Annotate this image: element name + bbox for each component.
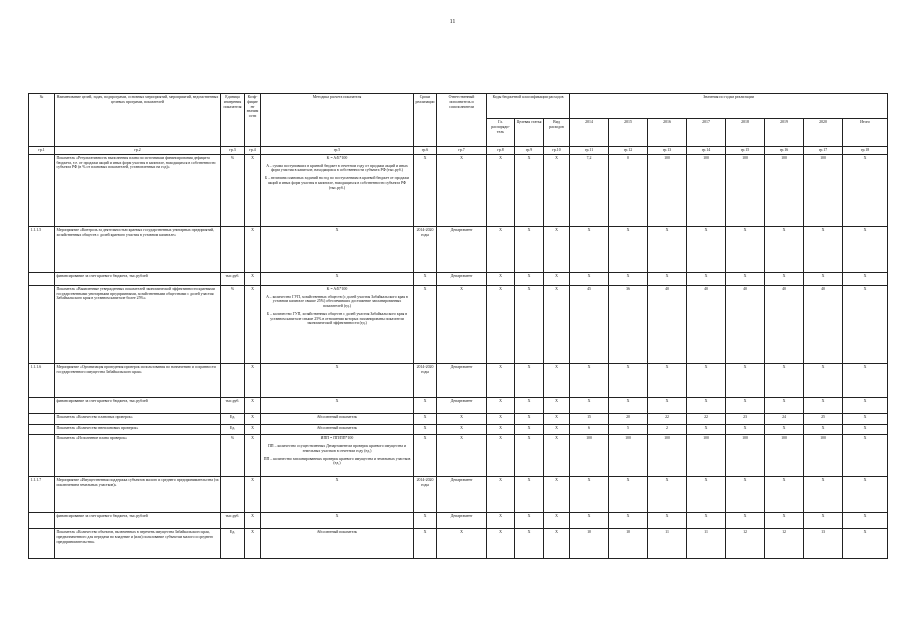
row-gl: X [487,513,515,529]
row-target: X [515,363,544,397]
row-resp: X [437,435,487,477]
row-target: X [515,477,544,513]
row-kind: X [544,435,570,477]
header-total: Итого [843,119,888,147]
row-method [261,413,414,424]
row-year-value: X [804,424,843,435]
row-term: X [414,529,437,559]
column-number: гр.16 [765,147,804,155]
row-name: Показатель «Количество объектов, включенных в перечень имущества Забайкальского края, предназначенного для передачи во владение и (или) пользование субъектам малого и среднего предпринимательства» [55,529,221,559]
row-kind: X [544,529,570,559]
row-year-value: X [843,154,888,226]
row-name: Показатель «Количество плановых проверок» [55,413,221,424]
row-number [29,413,55,424]
row-resp: X [437,424,487,435]
row-year-value: 40 [804,285,843,363]
column-number: гр.11 [570,147,609,155]
row-method [261,272,414,285]
column-numbers-row [29,147,888,155]
table-row [29,397,888,413]
row-year-value: 23 [726,413,765,424]
column-number: гр.8 [487,147,515,155]
row-year-value: 6 [570,424,609,435]
row-gl: X [487,397,515,413]
row-term: 2014-2020 годы [414,477,437,513]
row-year-value: X [648,397,687,413]
row-gl: X [487,529,515,559]
row-year-value: 10 [570,529,609,559]
column-number: гр.18 [843,147,888,155]
row-resp: Департамент [437,363,487,397]
row-year-value: 40 [648,285,687,363]
column-number: гр.17 [804,147,843,155]
row-year-value: X [648,272,687,285]
row-kind: X [544,272,570,285]
table-row [29,226,888,272]
row-coef: X [245,397,261,413]
row-year-value: 22 [648,413,687,424]
column-number: гр.7 [437,147,487,155]
row-unit [221,226,245,272]
row-name: финансирование за счет краевого бюджета, тыс.рублей [55,397,221,413]
method-formula: Абсолютный показатель [316,425,358,430]
method-formula: K = A/Б*100 [326,155,348,160]
row-gl: X [487,424,515,435]
header-no: № [29,94,55,147]
row-year-value: 13 [804,529,843,559]
header-codes: Коды бюджетной классификации расходов [487,94,570,119]
row-year-value: 100 [648,154,687,226]
row-coef: X [245,154,261,226]
header-code-target: Целевая статья [515,119,544,147]
row-year-value: X [687,363,726,397]
row-target: X [515,154,544,226]
row-unit: Ед. [221,424,245,435]
row-year-value: 40 [687,285,726,363]
row-name: Мероприятие «Организация проведения проверок использования по назначению и сохранности государственного имущества Забайкальского края» [55,363,221,397]
row-year-value: X [843,513,888,529]
row-target: X [515,513,544,529]
row-coef: X [245,413,261,424]
header-year: 2017 [687,119,726,147]
row-target: X [515,424,544,435]
column-number: гр.1 [29,147,55,155]
row-coef: X [245,226,261,272]
row-year-value: 10 [609,529,648,559]
row-target: X [515,285,544,363]
table-row [29,477,888,513]
row-gl: X [487,226,515,272]
row-year-value: 25 [804,413,843,424]
header-row-1 [29,94,888,119]
row-method [261,435,414,477]
row-unit: % [221,285,245,363]
row-target: X [515,435,544,477]
row-kind: X [544,285,570,363]
row-year-value: X [843,424,888,435]
row-resp: Департамент [437,397,487,413]
row-year-value: X [726,477,765,513]
row-year-value: X [726,513,765,529]
row-year-value: 100 [609,435,648,477]
row-year-value: X [843,226,888,272]
row-year-value: X [843,285,888,363]
method-formula: Абсолютный показатель [316,414,358,419]
row-method [261,285,414,363]
row-year-value: X [648,363,687,397]
method-formula: X [335,514,339,519]
row-year-value: 36 [609,285,648,363]
method-formula: ИПП = ПП/ПП*100 [320,436,354,441]
row-year-value: 40 [765,285,804,363]
method-formula: Абсолютный показатель [316,530,358,535]
row-year-value: X [609,226,648,272]
method-formula: X [335,273,339,278]
row-kind: X [544,413,570,424]
row-year-value: X [570,397,609,413]
row-year-value: 2 [648,424,687,435]
row-name: Показатель «Количество внеплановых проверок» [55,424,221,435]
row-year-value: 100 [726,154,765,226]
row-term: X [414,272,437,285]
row-number [29,529,55,559]
column-number: гр.5 [261,147,414,155]
row-coef: X [245,513,261,529]
row-year-value: 11 [648,529,687,559]
header-name: Наименование целей, задач, подпрограмм, основных мероприятий, мероприятий, ведомственных целевых программ, показателей [55,94,221,147]
row-year-value: 24 [765,413,804,424]
header-year: 2018 [726,119,765,147]
row-year-value: X [609,397,648,413]
header-coef: Коэф-фициент значимости [245,94,261,147]
row-resp: X [437,154,487,226]
column-number: гр.13 [648,147,687,155]
row-year-value: 100 [804,154,843,226]
row-method [261,226,414,272]
row-year-value: 40 [726,285,765,363]
row-year-value: X [765,272,804,285]
row-term: X [414,435,437,477]
row-term: X [414,513,437,529]
row-year-value: 45 [570,285,609,363]
table-row [29,529,888,559]
column-number: гр.3 [221,147,245,155]
row-year-value: X [687,272,726,285]
row-year-value: X [804,513,843,529]
row-unit: % [221,435,245,477]
row-method [261,477,414,513]
row-term: 2014-2020 годы [414,226,437,272]
row-resp: X [437,285,487,363]
column-number: гр.10 [544,147,570,155]
row-year-value: X [570,272,609,285]
row-method [261,513,414,529]
method-definition-b: ПП – количество запланированных проверок краевого имущества и земельных участков (ед.) [263,456,411,466]
row-year-value: X [687,513,726,529]
row-year-value: 100 [726,435,765,477]
row-year-value: 5 [609,424,648,435]
method-definition-a: A – количество ГУП, хозяйственных обществ (с долей участия Забайкальского края в уставном капитале свыше 25%) обеспечивших достижение запланированных показателей (ед.) [266,294,408,309]
row-year-value: X [726,272,765,285]
method-formula: K = A/Б*100 [326,286,348,291]
row-name: Мероприятие «Имущественная поддержка субъектов малого и среднего предпринимательства (за исключением земельных участков)» [55,477,221,513]
row-number [29,272,55,285]
method-definition-b: Б – величина плановых заданий на год по поступлениям в краевой бюджет от продажи акций и иных форм участия в капитале, находящихся в собственности субъекта РФ (тыс.руб.) [264,176,409,190]
row-name: финансирование за счет краевого бюджета, тыс.рублей [55,513,221,529]
header-method: Методика расчета показателя [261,94,414,147]
table-row [29,285,888,363]
row-number: 1.1.1.7 [29,477,55,513]
row-number [29,513,55,529]
row-year-value: 7,2 [570,154,609,226]
row-year-value: X [804,363,843,397]
row-number: 1.1.1.5 [29,226,55,272]
row-kind: X [544,363,570,397]
row-unit: тыс.руб. [221,272,245,285]
row-year-value: X [765,363,804,397]
row-year-value: X [570,363,609,397]
column-number: гр.2 [55,147,221,155]
row-number [29,397,55,413]
row-year-value: X [648,477,687,513]
header-unit: Единица измерения показателя [221,94,245,147]
row-year-value: 100 [570,435,609,477]
row-unit [221,477,245,513]
row-unit [221,363,245,397]
row-resp: X [437,413,487,424]
row-kind: X [544,513,570,529]
row-year-value: X [726,226,765,272]
row-year-value: 100 [648,435,687,477]
row-year-value: X [804,226,843,272]
row-gl: X [487,272,515,285]
row-year-value: X [843,477,888,513]
row-number [29,285,55,363]
row-gl: X [487,435,515,477]
row-gl: X [487,477,515,513]
table-row [29,435,888,477]
method-formula: X [335,227,339,232]
header-year: 2020 [804,119,843,147]
column-number: гр.6 [414,147,437,155]
row-resp: Департамент [437,513,487,529]
row-year-value: 100 [687,154,726,226]
row-gl: X [487,363,515,397]
row-term: X [414,285,437,363]
row-year-value: X [570,513,609,529]
row-kind: X [544,477,570,513]
row-gl: X [487,285,515,363]
row-resp: Департамент [437,272,487,285]
row-year-value: X [570,226,609,272]
row-target: X [515,529,544,559]
row-term: 2014-2020 годы [414,363,437,397]
row-unit: тыс.руб. [221,513,245,529]
row-gl: X [487,154,515,226]
row-kind: X [544,397,570,413]
table-row [29,413,888,424]
method-formula: X [335,478,339,483]
row-name: Показатель «Результативность выполнения плана по источникам финансирования дефицита бюджета, т.е. от продажи акций и иных форм участия в капитале, находящихся в собственности субъекта РФ (в % от плановых показателей, установленных на год)» [55,154,221,226]
row-year-value: X [804,477,843,513]
row-kind: X [544,154,570,226]
row-year-value: 20 [609,413,648,424]
row-year-value: X [687,477,726,513]
row-method [261,529,414,559]
header-year: 2015 [609,119,648,147]
row-number: 1.1.1.6 [29,363,55,397]
table-row [29,154,888,226]
row-year-value: X [609,272,648,285]
row-year-value: 100 [765,435,804,477]
row-unit: Ед. [221,413,245,424]
row-target: X [515,413,544,424]
page-number: 11 [449,19,456,25]
method-definition-b: Б – количество ГУП, хозяйственных обществ с долей участия Забайкальского края в уставном капитале свыше 25% в отношении которых запланированы показатели экономической эффективности (ед.) [266,311,408,326]
row-year-value: X [765,226,804,272]
row-year-value: X [726,363,765,397]
row-coef: X [245,424,261,435]
row-year-value: X [648,513,687,529]
method-formula: X [335,398,339,403]
row-year-value: 100 [804,435,843,477]
row-year-value: 22 [687,413,726,424]
row-number [29,435,55,477]
row-gl: X [487,413,515,424]
row-year-value: X [765,477,804,513]
row-unit: Ед. [221,529,245,559]
header-year: 2016 [648,119,687,147]
row-year-value: 0 [609,154,648,226]
row-kind: X [544,424,570,435]
row-year-value: 100 [765,154,804,226]
header-year: 2019 [765,119,804,147]
row-year-value: X [687,226,726,272]
row-resp: Департамент [437,477,487,513]
row-year-value: X [609,513,648,529]
row-method [261,363,414,397]
row-term: X [414,397,437,413]
row-year-value: X [609,477,648,513]
row-coef: X [245,272,261,285]
column-number: гр.12 [609,147,648,155]
table-row [29,513,888,529]
row-year-value: X [843,272,888,285]
row-term: X [414,424,437,435]
row-method [261,154,414,226]
row-year-value: X [570,477,609,513]
column-number: гр.9 [515,147,544,155]
row-year-value: 100 [687,435,726,477]
row-name: финансирование за счет краевого бюджета, тыс.рублей [55,272,221,285]
row-term: X [414,154,437,226]
method-definition-a: A – сумма поступивших в краевой бюджет в отчетном году от продажи акций и иных форм участия в капитале, находящихся в собственности субъекта РФ (тыс.руб.) [266,163,408,173]
row-method [261,397,414,413]
indicators-table [28,93,888,559]
row-coef: X [245,435,261,477]
header-values: Значения по годам реализации [570,94,888,119]
row-year-value: X [765,513,804,529]
row-target: X [515,397,544,413]
row-year-value: X [843,413,888,424]
row-kind: X [544,226,570,272]
row-unit: % [221,154,245,226]
row-year-value: 12 [726,529,765,559]
table-body [29,154,888,559]
row-method [261,424,414,435]
row-coef: X [245,529,261,559]
row-year-value: X [843,363,888,397]
row-coef: X [245,363,261,397]
row-year-value: X [765,424,804,435]
row-resp: Департамент [437,226,487,272]
row-target: X [515,226,544,272]
row-year-value: X [765,397,804,413]
row-coef: X [245,477,261,513]
row-term: X [414,413,437,424]
header-term: Сроки реализации [414,94,437,147]
row-year-value: X [687,424,726,435]
row-number [29,424,55,435]
row-year-value: X [804,272,843,285]
row-resp: X [437,529,487,559]
header-code-gl: Гл. распоряди-тель [487,119,515,147]
row-number [29,154,55,226]
row-year-value: 11 [687,529,726,559]
row-year-value: X [843,529,888,559]
row-coef: X [245,285,261,363]
header-code-kind: Вид расходов [544,119,570,147]
header-year: 2014 [570,119,609,147]
row-year-value: X [843,435,888,477]
header-responsible: Ответственный исполнитель и соисполнители [437,94,487,147]
table-row [29,363,888,397]
table-row [29,424,888,435]
row-year-value: 12 [765,529,804,559]
row-year-value: 15 [570,413,609,424]
row-unit: тыс.руб. [221,397,245,413]
row-year-value: X [726,397,765,413]
method-definition-a: ПП – количество осуществленных Департаментом проверок краевого имущества и земельных участков в отчетном году (ед.) [268,444,406,453]
row-target: X [515,272,544,285]
column-number: гр.15 [726,147,765,155]
method-formula: X [335,364,339,369]
row-year-value: X [843,397,888,413]
row-year-value: X [609,363,648,397]
row-year-value: X [804,397,843,413]
column-number: гр.14 [687,147,726,155]
row-name: Показатель «Исполнение плана проверок» [55,435,221,477]
row-year-value: X [687,397,726,413]
row-name: Показатель «Выявленные утвержденных показателей экономической эффективности краевыми государственными унитарными предприятиями, хозяйственными обществами с долей участия Забайкальского края в уставном капитале более 25%» [55,285,221,363]
table-row [29,272,888,285]
row-name: Мероприятие «Контроль за деятельностью краевых государственных унитарных предприятий, хозяйственных обществ с долей краевого участия в уставном капитале» [55,226,221,272]
row-year-value: X [726,424,765,435]
column-number: гр.4 [245,147,261,155]
row-year-value: X [648,226,687,272]
